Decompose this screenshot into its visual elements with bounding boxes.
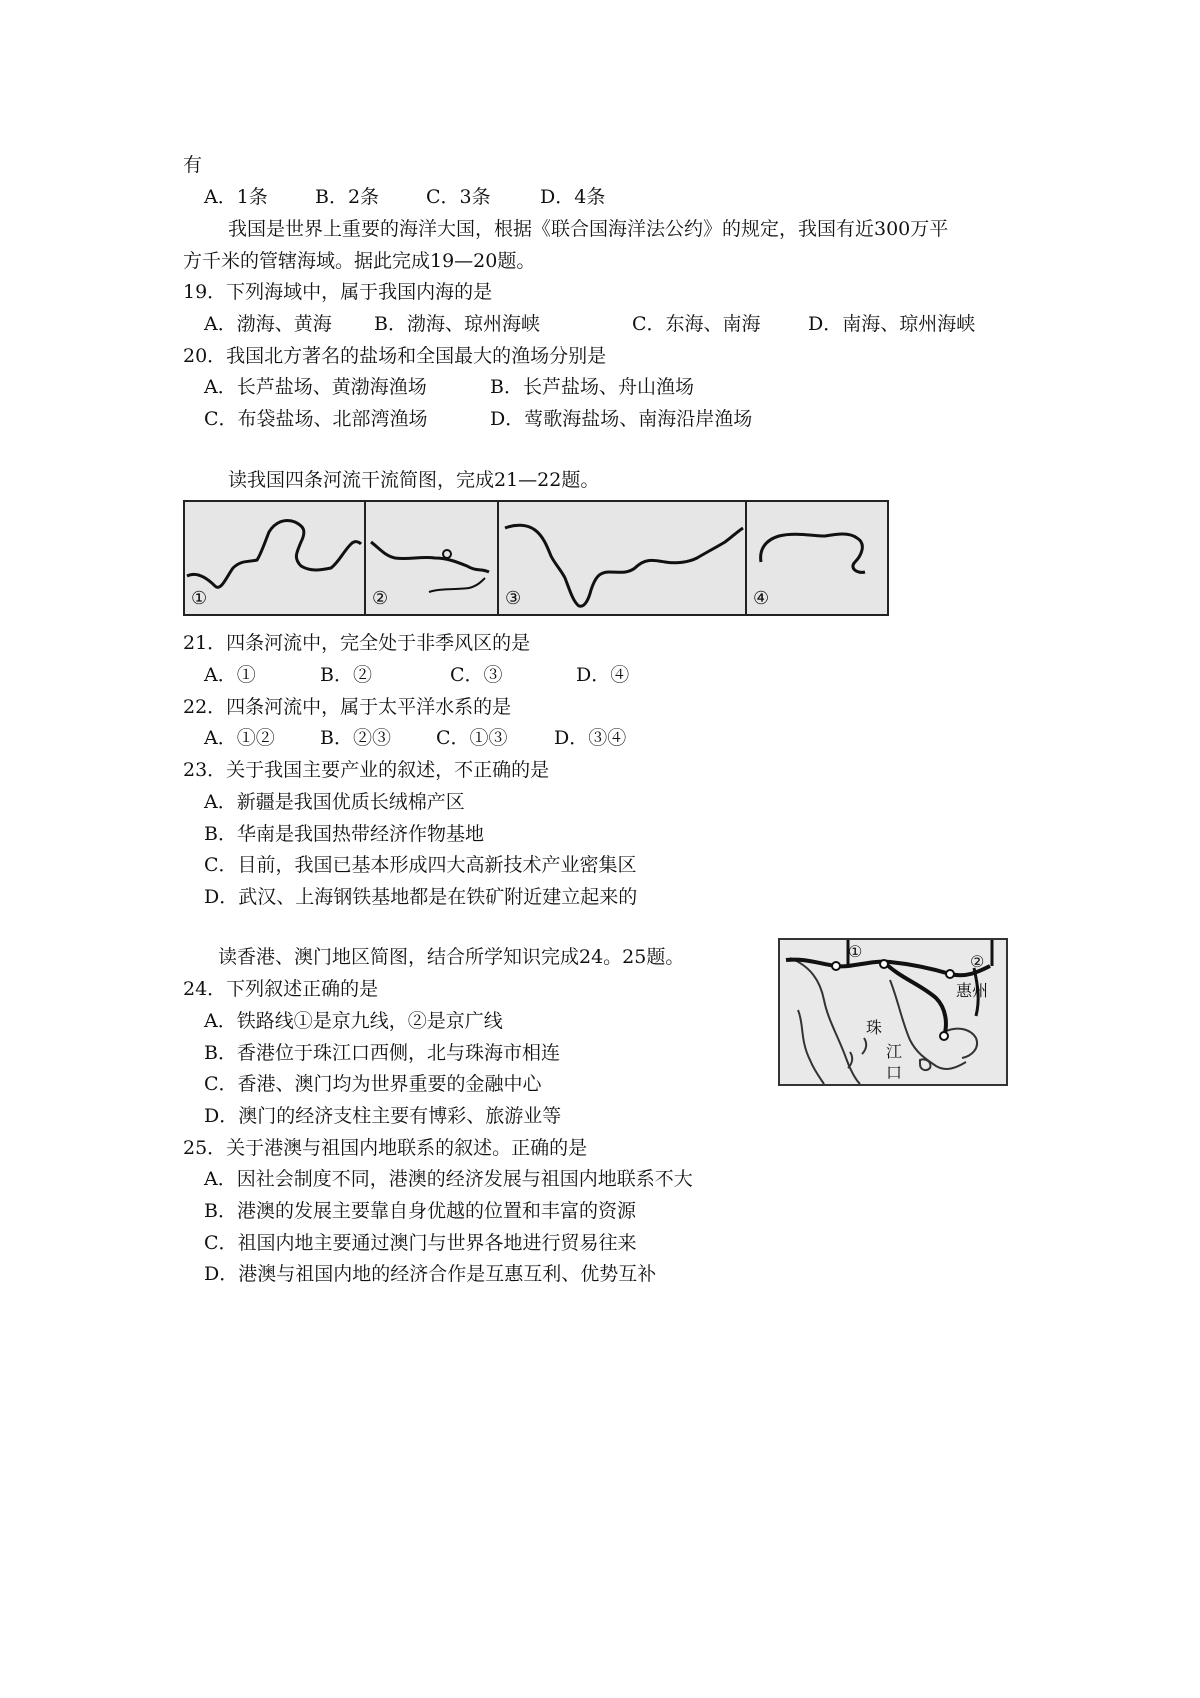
q21-option-a: A．① bbox=[204, 664, 256, 686]
q21-stem: 21．四条河流中，完全处于非季风区的是 bbox=[183, 632, 531, 654]
hk-map-estuary-1: 珠 bbox=[866, 1018, 883, 1037]
q20-option-c: C．布袋盐场、北部湾渔场 bbox=[204, 408, 428, 430]
q23-option-b: B．华南是我国热带经济作物基地 bbox=[204, 823, 484, 845]
q25-option-c: C．祖国内地主要通过澳门与世界各地进行贸易往来 bbox=[204, 1232, 637, 1254]
river-figure bbox=[183, 500, 889, 616]
q23-option-c: C．目前，我国已基本形成四大高新技术产业密集区 bbox=[204, 854, 637, 876]
hk-map-city-huizhou: 惠州 bbox=[956, 981, 989, 1000]
passage3: 读香港、澳门地区简图，结合所学知识完成24。25题。 bbox=[218, 946, 685, 968]
q22-option-d: D．③④ bbox=[554, 727, 627, 749]
q20-option-d: D．莺歌海盐场、南海沿岸渔场 bbox=[490, 408, 753, 430]
hk-map-label-1: ① bbox=[848, 942, 863, 961]
hk-map-estuary-3: 口 bbox=[886, 1063, 903, 1082]
q23-option-d: D．武汉、上海钢铁基地都是在铁矿附近建立起来的 bbox=[204, 886, 638, 908]
q22-stem: 22．四条河流中，属于太平洋水系的是 bbox=[183, 696, 512, 718]
river-label-4: ④ bbox=[753, 588, 770, 609]
passage1-line1: 我国是世界上重要的海洋大国，根据《联合国海洋法公约》的规定，我国有近300万平 bbox=[228, 218, 949, 240]
q19-option-b: B．渤海、琼州海峡 bbox=[374, 313, 540, 335]
q24-option-c: C．香港、澳门均为世界重要的金融中心 bbox=[204, 1073, 542, 1095]
river-figure-drawing bbox=[185, 502, 887, 614]
passage2: 读我国四条河流干流简图，完成21—22题。 bbox=[228, 469, 600, 491]
q24-option-d: D．澳门的经济支柱主要有博彩、旅游业等 bbox=[204, 1105, 562, 1127]
hk-macau-map bbox=[778, 938, 1008, 1086]
hk-map-label-2: ② bbox=[970, 952, 985, 971]
q20-option-a: A．长芦盐场、黄渤海渔场 bbox=[204, 376, 427, 398]
q18-option-d: D．4条 bbox=[540, 186, 606, 208]
river-label-3: ③ bbox=[505, 588, 522, 609]
passage1-line2: 方千米的管辖海域。据此完成19—20题。 bbox=[183, 250, 536, 272]
river-label-1: ① bbox=[191, 588, 208, 609]
q19-option-d: D．南海、琼州海峡 bbox=[808, 313, 976, 335]
river-label-2: ② bbox=[372, 588, 389, 609]
q24-stem: 24．下列叙述正确的是 bbox=[183, 978, 379, 1000]
q22-option-a: A．①② bbox=[204, 727, 275, 749]
q20-option-b: B．长芦盐场、舟山渔场 bbox=[490, 376, 694, 398]
q18-option-a: A．1条 bbox=[204, 186, 268, 208]
q18-option-b: B．2条 bbox=[315, 186, 380, 208]
hk-map-estuary-2: 江 bbox=[886, 1042, 903, 1061]
q22-option-b: B．②③ bbox=[320, 727, 391, 749]
q18-option-c: C．3条 bbox=[426, 186, 491, 208]
q25-stem: 25．关于港澳与祖国内地联系的叙述。正确的是 bbox=[183, 1137, 588, 1159]
q25-option-a: A．因社会制度不同，港澳的经济发展与祖国内地联系不大 bbox=[204, 1168, 693, 1190]
q22-option-c: C．①③ bbox=[436, 727, 508, 749]
intro-tail: 有 bbox=[183, 154, 203, 176]
q25-option-d: D．港澳与祖国内地的经济合作是互惠互利、优势互补 bbox=[204, 1263, 657, 1285]
q20-stem: 20．我国北方著名的盐场和全国最大的渔场分别是 bbox=[183, 345, 607, 367]
q21-option-b: B．② bbox=[320, 664, 372, 686]
q23-stem: 23．关于我国主要产业的叙述，不正确的是 bbox=[183, 759, 550, 781]
q19-stem: 19．下列海域中，属于我国内海的是 bbox=[183, 281, 493, 303]
q23-option-a: A．新疆是我国优质长绒棉产区 bbox=[204, 791, 465, 813]
q19-option-c: C．东海、南海 bbox=[632, 313, 761, 335]
q25-option-b: B．港澳的发展主要靠自身优越的位置和丰富的资源 bbox=[204, 1200, 636, 1222]
q21-option-c: C．③ bbox=[450, 664, 503, 686]
q19-option-a: A．渤海、黄海 bbox=[204, 313, 332, 335]
q24-option-b: B．香港位于珠江口西侧，北与珠海市相连 bbox=[204, 1042, 560, 1064]
q24-option-a: A．铁路线①是京九线，②是京广线 bbox=[204, 1010, 503, 1032]
q21-option-d: D．④ bbox=[576, 664, 630, 686]
